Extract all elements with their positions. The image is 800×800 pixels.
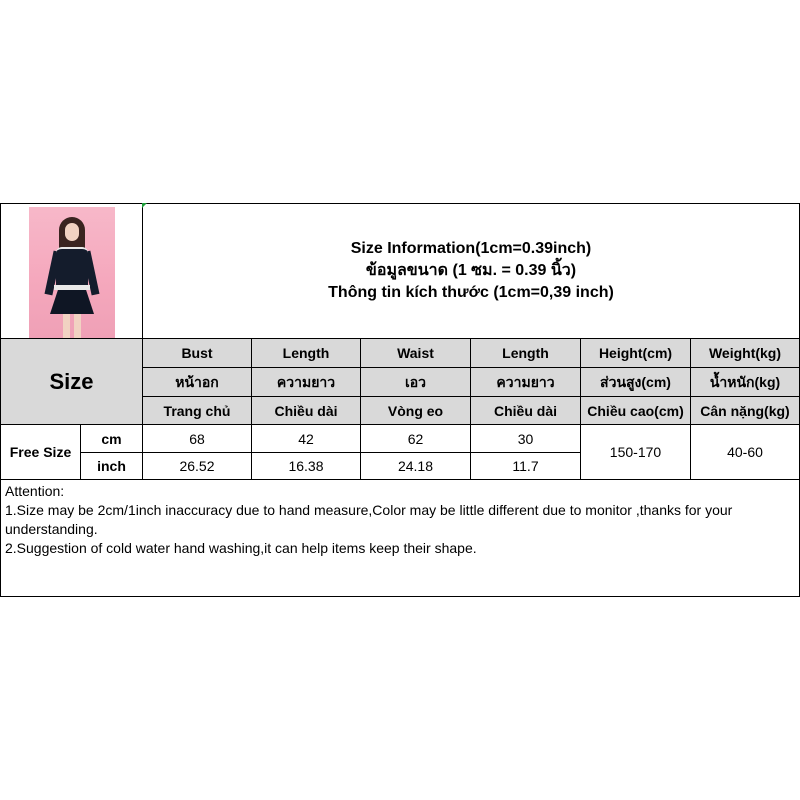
col-header-en: Height(cm) — [580, 338, 691, 368]
attention-notes — [0, 479, 800, 597]
col-header-vi: Chiều dài — [251, 396, 361, 425]
length-cm-value: 42 — [251, 424, 361, 453]
bust-cm-value: 68 — [142, 424, 252, 453]
col-header-vi: Vòng eo — [360, 396, 471, 425]
unit-cm: cm — [80, 424, 143, 453]
unit-inch: inch — [80, 452, 143, 480]
free-size-label: Free Size — [0, 424, 81, 480]
col-header-en: Length — [470, 338, 581, 368]
col-header-th: เอว — [360, 367, 471, 397]
skirt-length-cm-value: 30 — [470, 424, 581, 453]
waist-inch-value: 24.18 — [360, 452, 471, 480]
title-vi: Thông tin kích thước (1cm=0,39 inch) — [328, 284, 614, 301]
note-1: 1.Size may be 2cm/1inch inaccuracy due to hand measure,Color may be little different due to monitor ,thanks for your understanding. — [5, 502, 733, 537]
col-header-vi: Chiều dài — [470, 396, 581, 425]
height-range-value: 150-170 — [580, 424, 691, 480]
attention-heading: Attention: — [5, 483, 65, 499]
col-header-th: ความยาว — [251, 367, 361, 397]
size-chart — [0, 203, 800, 597]
col-header-en: Bust — [142, 338, 252, 368]
col-header-th: ความยาว — [470, 367, 581, 397]
cell-corner-marker — [142, 203, 147, 208]
note-2: 2.Suggestion of cold water hand washing,it can help items keep their shape. — [5, 540, 477, 556]
col-header-th: ส่วนสูง(cm) — [580, 367, 691, 397]
col-header-vi: Chiều cao(cm) — [580, 396, 691, 425]
size-header: Size — [0, 338, 143, 425]
col-header-vi: Trang chủ — [142, 396, 252, 425]
col-header-th: หน้าอก — [142, 367, 252, 397]
col-header-en: Length — [251, 338, 361, 368]
length-inch-value: 16.38 — [251, 452, 361, 480]
title-en: Size Information(1cm=0.39inch) — [350, 240, 592, 257]
waist-cm-value: 62 — [360, 424, 471, 453]
title-th: ข้อมูลขนาด (1 ซม. = 0.39 นิ้ว) — [365, 262, 577, 279]
weight-range-value: 40-60 — [690, 424, 800, 480]
size-info-title — [142, 203, 800, 339]
bust-inch-value: 26.52 — [142, 452, 252, 480]
col-header-en: Weight(kg) — [690, 338, 800, 368]
col-header-th: น้ำหนัก(kg) — [690, 367, 800, 397]
product-photo — [29, 207, 115, 339]
skirt-length-inch-value: 11.7 — [470, 452, 581, 480]
col-header-en: Waist — [360, 338, 471, 368]
product-photo-cell — [0, 203, 143, 339]
col-header-vi: Cân nặng(kg) — [690, 396, 800, 425]
